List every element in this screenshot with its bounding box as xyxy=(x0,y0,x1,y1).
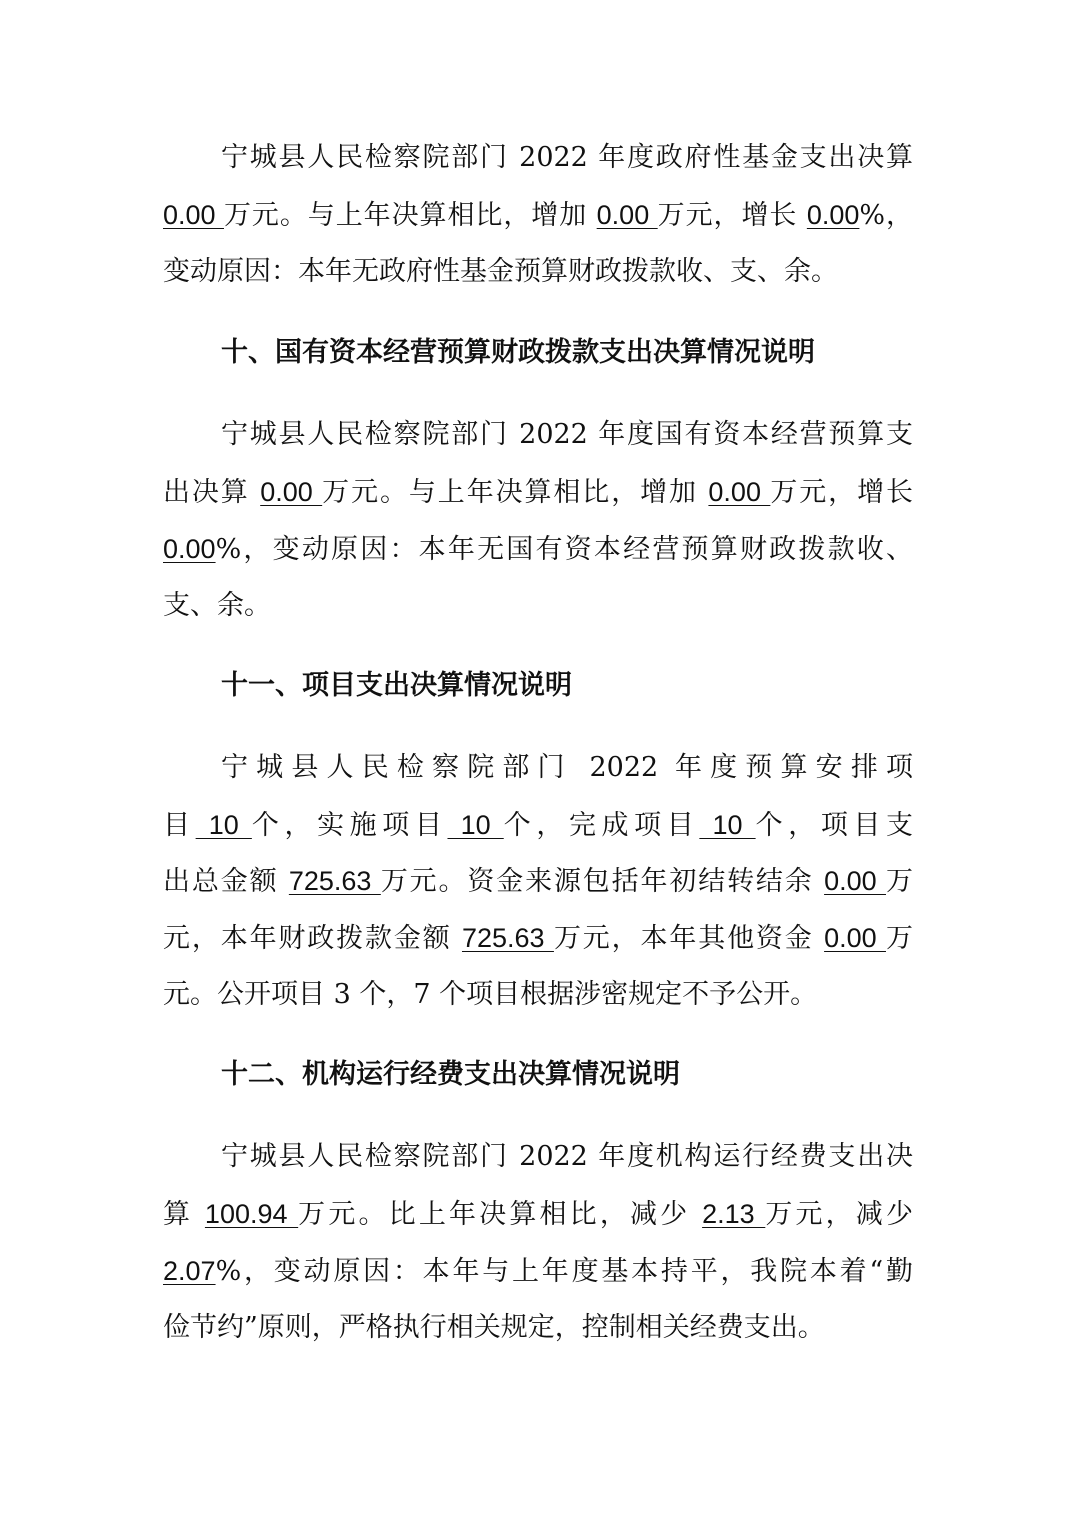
operating-decrease-amount: 2.13 xyxy=(702,1199,766,1229)
paragraph-line xyxy=(163,529,913,570)
section-heading: 十、国有资本经营预算财政拨款支出决算情况说明 xyxy=(221,337,815,368)
text-run: %，变动原因：本年无国有资本经营预算财政拨款收、 xyxy=(215,534,913,565)
paragraph-line xyxy=(163,861,913,902)
fund-increase-amount: 0.00 xyxy=(596,200,658,230)
text-run: 个，完成项目 xyxy=(503,810,700,841)
carryover-amount: 0.00 xyxy=(824,866,886,896)
paragraph-line xyxy=(163,805,913,846)
text-run: 万元。与上年决算相比，增加 xyxy=(322,477,709,508)
text-run: 元，本年财政拨款金额 xyxy=(163,923,462,954)
implemented-projects-count: 10 xyxy=(447,810,504,840)
text-run: 万元，增长 xyxy=(657,200,807,231)
text-run: 万 xyxy=(885,866,913,897)
text-run: 万 xyxy=(885,923,913,954)
paragraph-line xyxy=(163,1194,913,1235)
text-run: 万元，减少 xyxy=(765,1199,913,1230)
paragraph-line: 俭节约”原则，严格执行相关规定，控制相关经费支出。 xyxy=(163,1312,825,1343)
arranged-projects-count: 10 xyxy=(195,810,252,840)
paragraph-line xyxy=(163,918,913,959)
capital-growth-rate: 0.00 xyxy=(163,534,216,564)
capital-expenditure-amount: 0.00 xyxy=(260,477,323,507)
appropriation-amount: 725.63 xyxy=(461,923,554,953)
paragraph-line: 宁城县人民检察院部门 2022 年度预算安排项 xyxy=(221,752,913,783)
capital-increase-amount: 0.00 xyxy=(708,477,771,507)
section-heading: 十二、机构运行经费支出决算情况说明 xyxy=(221,1059,680,1090)
paragraph-line: 变动原因：本年无政府性基金预算财政拨款收、支、余。 xyxy=(163,256,838,287)
text-run: %， xyxy=(859,200,913,231)
paragraph-line xyxy=(163,1251,913,1292)
paragraph-line: 宁城县人民检察院部门 2022 年度政府性基金支出决算 xyxy=(221,142,913,173)
paragraph-line xyxy=(163,195,913,236)
completed-projects-count: 10 xyxy=(699,810,756,840)
section-heading: 十一、项目支出决算情况说明 xyxy=(221,670,572,701)
project-total-amount: 725.63 xyxy=(288,866,381,896)
paragraph-line xyxy=(163,472,913,513)
text-run: 万元。与上年决算相比，增加 xyxy=(224,200,597,231)
paragraph-line: 宁城县人民检察院部门 2022 年度国有资本经营预算支 xyxy=(221,419,913,450)
text-run: 万元。比上年决算相比，减少 xyxy=(298,1199,703,1230)
text-run: 目 xyxy=(163,810,196,841)
other-funds-amount: 0.00 xyxy=(824,923,886,953)
text-run: 个，项目支 xyxy=(755,810,914,841)
text-run: 出决算 xyxy=(163,477,261,508)
fund-expenditure-amount: 0.00 xyxy=(163,200,224,230)
text-run: %，变动原因：本年与上年度基本持平，我院本着“勤 xyxy=(215,1256,913,1287)
operating-expenditure-amount: 100.94 xyxy=(204,1199,299,1229)
text-run: 个，实施项目 xyxy=(251,810,448,841)
text-run: 万元。资金来源包括年初结转结余 xyxy=(380,866,825,897)
operating-decrease-rate: 2.07 xyxy=(163,1256,216,1286)
text-run: 万元，本年其他资金 xyxy=(553,923,825,954)
text-run: 出总金额 xyxy=(163,866,289,897)
text-run: 万元，增长 xyxy=(770,477,913,508)
paragraph-line: 宁城县人民检察院部门 2022 年度机构运行经费支出决 xyxy=(221,1141,913,1172)
paragraph-line: 元。公开项目 3 个，7 个项目根据涉密规定不予公开。 xyxy=(163,979,818,1010)
paragraph-line: 支、余。 xyxy=(163,590,271,621)
text-run: 算 xyxy=(163,1199,205,1230)
fund-growth-rate: 0.00 xyxy=(806,200,860,230)
